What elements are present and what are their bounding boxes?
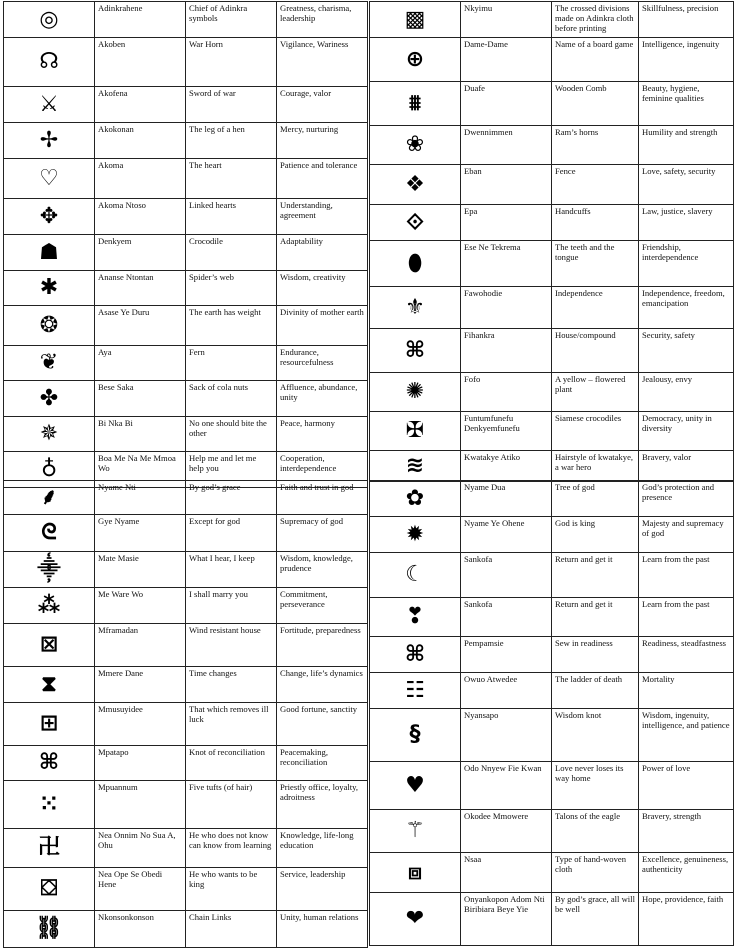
crossed-divisions-icon: ▩ bbox=[404, 6, 426, 32]
table-row bbox=[4, 667, 368, 703]
symbol-meaning: Hairstyle of kwatakye, a war hero bbox=[552, 451, 639, 482]
symbol-trait: Peace, harmony bbox=[277, 417, 368, 452]
symbol-cell bbox=[4, 746, 95, 781]
symbol-trait: Skillfulness, precision bbox=[639, 2, 734, 38]
symbol-name: Mframadan bbox=[95, 624, 186, 667]
symbol-meaning: The teeth and the tongue bbox=[552, 241, 639, 287]
symbol-trait: Cooperation, interdependence bbox=[277, 452, 368, 488]
symbol-meaning: Name of a board game bbox=[552, 38, 639, 82]
symbol-cell bbox=[4, 159, 95, 199]
symbol-meaning: Return and get it bbox=[552, 553, 639, 598]
symbol-trait: Learn from the past bbox=[639, 598, 734, 637]
table-row bbox=[370, 709, 734, 762]
symbol-name: Owuo Atwedee bbox=[461, 673, 552, 709]
symbol-cell bbox=[4, 271, 95, 306]
symbol-cell bbox=[370, 481, 461, 517]
sankofa-heart-icon: ❣ bbox=[405, 604, 425, 629]
symbol-cell bbox=[370, 412, 461, 451]
reconciliation-knot-icon: ⌘ bbox=[38, 750, 60, 775]
symbol-name: Nea Ope Se Obedi Hene bbox=[95, 868, 186, 911]
symbol-trait: Wisdom, creativity bbox=[277, 271, 368, 306]
sew-readiness-icon: ⌘ bbox=[404, 641, 426, 667]
sankofa-bird-icon: ☾ bbox=[405, 562, 425, 587]
symbol-trait: Excellence, genuineness, authenticity bbox=[639, 853, 734, 893]
symbol-name: Nkyimu bbox=[461, 2, 552, 38]
symbol-name: Fofo bbox=[461, 373, 552, 412]
hand-woven-cloth-icon: ⧈ bbox=[408, 859, 422, 885]
table-row bbox=[370, 373, 734, 412]
symbol-meaning: Spider’s web bbox=[186, 271, 277, 306]
symbol-trait: Supremacy of god bbox=[277, 515, 368, 552]
symbol-cell bbox=[4, 703, 95, 746]
symbol-trait: Readiness, steadfastness bbox=[639, 637, 734, 673]
symbol-meaning: Wooden Comb bbox=[552, 82, 639, 126]
symbol-meaning: Talons of the eagle bbox=[552, 810, 639, 853]
symbol-trait: Jealousy, envy bbox=[639, 373, 734, 412]
except-god-icon: ᘓ bbox=[41, 520, 57, 545]
symbol-cell bbox=[370, 673, 461, 709]
learning-icon: 卍 bbox=[37, 835, 60, 860]
symbol-name: Gye Nyame bbox=[95, 515, 186, 552]
symbol-meaning: Crocodile bbox=[186, 235, 277, 271]
table-row bbox=[4, 159, 368, 199]
table-row bbox=[370, 2, 734, 38]
symbol-meaning: The leg of a hen bbox=[186, 123, 277, 159]
heart-icon: ♡ bbox=[39, 165, 59, 191]
symbol-name: Bese Saka bbox=[95, 381, 186, 417]
table-row bbox=[370, 553, 734, 598]
symbol-table bbox=[3, 1, 368, 488]
quadrant-bottom-right bbox=[369, 480, 733, 946]
symbol-cell bbox=[4, 417, 95, 452]
symbol-trait: Peacemaking, reconciliation bbox=[277, 746, 368, 781]
symbol-cell bbox=[4, 381, 95, 417]
symbol-name: Nsaa bbox=[461, 853, 552, 893]
symbol-name: Dwennimmen bbox=[461, 126, 552, 165]
symbol-meaning: Sword of war bbox=[186, 87, 277, 123]
symbol-name: Akokonan bbox=[95, 123, 186, 159]
independence-icon: ⚜ bbox=[405, 294, 425, 320]
symbol-trait: Priestly office, loyalty, adroitness bbox=[277, 781, 368, 829]
symbol-trait: Understanding, agreement bbox=[277, 199, 368, 235]
table-row bbox=[4, 271, 368, 306]
symbol-name: Nyame Ye Ohene bbox=[461, 517, 552, 553]
symbol-name: Nkonsonkonson bbox=[95, 911, 186, 948]
concentric-circles-icon: ◎ bbox=[39, 6, 59, 32]
table-row bbox=[370, 165, 734, 205]
symbol-table bbox=[369, 1, 734, 482]
symbol-meaning: That which removes ill luck bbox=[186, 703, 277, 746]
fern-icon: ❦ bbox=[39, 350, 59, 375]
table-row bbox=[370, 38, 734, 82]
marry-you-icon: ⁂ bbox=[37, 592, 61, 618]
table-row bbox=[4, 746, 368, 781]
symbol-trait: Courage, valor bbox=[277, 87, 368, 123]
fence-icon: ❖ bbox=[405, 171, 425, 197]
table-row bbox=[370, 517, 734, 553]
rams-horns-icon: ❀ bbox=[405, 132, 425, 157]
symbol-meaning: I shall marry you bbox=[186, 588, 277, 624]
symbol-meaning: The heart bbox=[186, 159, 277, 199]
symbol-name: Nyansapo bbox=[461, 709, 552, 762]
symbol-name: Pempamsie bbox=[461, 637, 552, 673]
symbol-cell bbox=[370, 329, 461, 373]
earth-icon: ❂ bbox=[39, 312, 59, 338]
symbol-name: Onyankopon Adom Nti Biribiara Beye Yie bbox=[461, 893, 552, 946]
symbol-cell bbox=[4, 911, 95, 948]
symbol-name: Ese Ne Tekrema bbox=[461, 241, 552, 287]
table-row bbox=[370, 673, 734, 709]
symbol-name: Fihankra bbox=[461, 329, 552, 373]
symbol-name: Mpatapo bbox=[95, 746, 186, 781]
symbol-trait: Mortality bbox=[639, 673, 734, 709]
fofo-flower-icon: ✺ bbox=[405, 379, 425, 404]
table-row bbox=[370, 412, 734, 451]
symbol-trait: Good fortune, sanctity bbox=[277, 703, 368, 746]
table-row bbox=[370, 205, 734, 241]
help-me-icon: ♁ bbox=[40, 456, 58, 482]
symbol-meaning: Chief of Adinkra symbols bbox=[186, 2, 277, 38]
table-row bbox=[370, 810, 734, 853]
symbol-trait: Fortitude, preparedness bbox=[277, 624, 368, 667]
symbol-name: Akoma bbox=[95, 159, 186, 199]
symbol-meaning: By god’s grace, all will be well bbox=[552, 893, 639, 946]
symbol-trait: Adaptability bbox=[277, 235, 368, 271]
symbol-cell bbox=[370, 82, 461, 126]
symbol-name: Eban bbox=[461, 165, 552, 205]
symbol-meaning: Except for god bbox=[186, 515, 277, 552]
symbol-cell bbox=[4, 38, 95, 87]
symbol-cell bbox=[370, 373, 461, 412]
symbol-cell bbox=[370, 451, 461, 482]
symbol-trait: Knowledge, life-long education bbox=[277, 829, 368, 868]
table-row bbox=[370, 481, 734, 517]
symbol-cell bbox=[4, 87, 95, 123]
quadrant-top-right bbox=[369, 1, 733, 482]
symbol-cell bbox=[370, 165, 461, 205]
symbol-meaning: A yellow – flowered plant bbox=[552, 373, 639, 412]
symbol-cell bbox=[370, 241, 461, 287]
symbol-cell bbox=[4, 667, 95, 703]
symbol-cell bbox=[370, 810, 461, 853]
comb-icon: ⩩ bbox=[409, 90, 421, 116]
symbol-meaning: Help me and let me help you bbox=[186, 452, 277, 488]
symbol-trait: Service, leadership bbox=[277, 868, 368, 911]
symbol-name: Okodee Mmowere bbox=[461, 810, 552, 853]
symbol-cell bbox=[4, 481, 95, 515]
symbol-name: Dame-Dame bbox=[461, 38, 552, 82]
five-tufts-icon: ⁙ bbox=[39, 791, 59, 817]
symbol-meaning: Fern bbox=[186, 346, 277, 381]
table-row bbox=[4, 781, 368, 829]
ladder-icon: ☷ bbox=[405, 677, 425, 703]
mate-masie-icon: ⸎ bbox=[37, 556, 61, 582]
symbol-meaning: Independence bbox=[552, 287, 639, 329]
table-row bbox=[370, 329, 734, 373]
symbol-cell bbox=[4, 346, 95, 381]
table-row bbox=[370, 637, 734, 673]
symbol-trait: Bravery, strength bbox=[639, 810, 734, 853]
symbol-trait: Beauty, hygiene, feminine qualities bbox=[639, 82, 734, 126]
symbol-meaning: By god’s grace bbox=[186, 481, 277, 515]
symbol-meaning: He who wants to be king bbox=[186, 868, 277, 911]
symbol-cell bbox=[4, 552, 95, 588]
symbol-name: Ananse Ntontan bbox=[95, 271, 186, 306]
symbol-name: Asase Ye Duru bbox=[95, 306, 186, 346]
symbol-trait: Democracy, unity in diversity bbox=[639, 412, 734, 451]
time-changes-icon: ⧗ bbox=[41, 671, 57, 697]
symbol-meaning: Siamese crocodiles bbox=[552, 412, 639, 451]
symbol-cell bbox=[4, 2, 95, 38]
symbol-name: Kwatakye Atiko bbox=[461, 451, 552, 482]
symbol-name: Boa Me Na Me Mmoa Wo bbox=[95, 452, 186, 488]
crocodile-icon: ☗ bbox=[39, 239, 59, 265]
symbol-meaning: The earth has weight bbox=[186, 306, 277, 346]
symbol-meaning: Sew in readiness bbox=[552, 637, 639, 673]
symbol-trait: Hope, providence, faith bbox=[639, 893, 734, 946]
symbol-cell bbox=[370, 517, 461, 553]
table-row bbox=[4, 306, 368, 346]
symbol-meaning: Wind resistant house bbox=[186, 624, 277, 667]
symbol-trait: Greatness, charisma, leadership bbox=[277, 2, 368, 38]
table-row bbox=[4, 381, 368, 417]
symbol-trait: Endurance, resourcefulness bbox=[277, 346, 368, 381]
symbol-name: Nyame Dua bbox=[461, 481, 552, 517]
symbol-table bbox=[369, 480, 734, 946]
symbol-name: Mpuannum bbox=[95, 781, 186, 829]
hairstyle-icon: ≋ bbox=[405, 453, 425, 478]
symbol-trait: Power of love bbox=[639, 762, 734, 810]
symbol-trait: Bravery, valor bbox=[639, 451, 734, 482]
board-game-icon: ⊕ bbox=[405, 46, 425, 72]
table-row bbox=[4, 123, 368, 159]
symbol-trait: Learn from the past bbox=[639, 553, 734, 598]
symbol-trait: Security, safety bbox=[639, 329, 734, 373]
god-is-king-icon: ✹ bbox=[405, 521, 425, 547]
house-compound-icon: ⌘ bbox=[404, 337, 426, 363]
symbol-name: Sankofa bbox=[461, 598, 552, 637]
gods-grace-heart-icon: ❤ bbox=[405, 906, 425, 931]
symbol-meaning: Time changes bbox=[186, 667, 277, 703]
symbol-trait: Independence, freedom, emancipation bbox=[639, 287, 734, 329]
symbol-trait: Wisdom, knowledge, prudence bbox=[277, 552, 368, 588]
symbol-name: Mmusuyidee bbox=[95, 703, 186, 746]
symbol-cell bbox=[370, 126, 461, 165]
symbol-cell bbox=[370, 598, 461, 637]
symbol-cell bbox=[4, 624, 95, 667]
eagle-talons-icon: ⚚ bbox=[405, 818, 425, 843]
table-row bbox=[4, 2, 368, 38]
table-row bbox=[4, 481, 368, 515]
symbol-name: Nyame Nti bbox=[95, 481, 186, 515]
symbol-cell bbox=[4, 199, 95, 235]
symbol-name: Aya bbox=[95, 346, 186, 381]
table-row bbox=[370, 598, 734, 637]
symbol-cell bbox=[370, 38, 461, 82]
symbol-cell bbox=[4, 868, 95, 911]
table-row bbox=[370, 287, 734, 329]
table-row bbox=[370, 853, 734, 893]
symbol-meaning: Sack of cola nuts bbox=[186, 381, 277, 417]
symbol-meaning: Fence bbox=[552, 165, 639, 205]
symbol-trait: Love, safety, security bbox=[639, 165, 734, 205]
symbol-name: Adinkrahene bbox=[95, 2, 186, 38]
war-horn-icon: ☊ bbox=[39, 49, 59, 74]
symbol-table bbox=[3, 480, 368, 948]
symbol-meaning: God is king bbox=[552, 517, 639, 553]
symbol-trait: Unity, human relations bbox=[277, 911, 368, 948]
table-row bbox=[4, 624, 368, 667]
symbol-trait: Friendship, interdependence bbox=[639, 241, 734, 287]
wisdom-knot-icon: § bbox=[409, 722, 421, 747]
symbol-cell bbox=[4, 123, 95, 159]
quadrant-bottom-left bbox=[3, 480, 367, 948]
symbol-meaning: Linked hearts bbox=[186, 199, 277, 235]
table-row bbox=[370, 451, 734, 482]
symbol-meaning: Type of hand-woven cloth bbox=[552, 853, 639, 893]
symbol-meaning: Knot of reconciliation bbox=[186, 746, 277, 781]
symbol-cell bbox=[370, 709, 461, 762]
siamese-crocodiles-icon: ✠ bbox=[405, 418, 425, 443]
symbol-meaning: Tree of god bbox=[552, 481, 639, 517]
symbol-name: Akoben bbox=[95, 38, 186, 87]
cola-nuts-icon: ✤ bbox=[39, 385, 59, 411]
symbol-trait: Majesty and supremacy of god bbox=[639, 517, 734, 553]
symbol-meaning: Chain Links bbox=[186, 911, 277, 948]
symbol-trait: Humility and strength bbox=[639, 126, 734, 165]
table-row bbox=[370, 893, 734, 946]
symbol-trait: Vigilance, Wariness bbox=[277, 38, 368, 87]
tree-of-god-icon: ✿ bbox=[405, 485, 425, 511]
table-row bbox=[4, 38, 368, 87]
symbol-cell bbox=[370, 553, 461, 598]
symbol-trait: Commitment, perseverance bbox=[277, 588, 368, 624]
symbol-meaning: What I hear, I keep bbox=[186, 552, 277, 588]
symbol-name: Denkyem bbox=[95, 235, 186, 271]
symbol-cell bbox=[4, 306, 95, 346]
symbol-cell bbox=[370, 762, 461, 810]
table-row bbox=[4, 417, 368, 452]
wants-to-be-king-icon: ⛋ bbox=[40, 876, 58, 901]
symbol-meaning: Return and get it bbox=[552, 598, 639, 637]
table-row bbox=[370, 126, 734, 165]
symbol-trait: Wisdom, ingenuity, intelligence, and patience bbox=[639, 709, 734, 762]
symbol-trait: Divinity of mother earth bbox=[277, 306, 368, 346]
table-row bbox=[370, 241, 734, 287]
table-row bbox=[4, 235, 368, 271]
symbol-trait: Faith and trust in god bbox=[277, 481, 368, 515]
symbol-cell bbox=[370, 893, 461, 946]
table-row bbox=[370, 82, 734, 126]
symbol-name: Bi Nka Bi bbox=[95, 417, 186, 452]
symbol-meaning: Love never loses its way home bbox=[552, 762, 639, 810]
symbol-name: Fawohodie bbox=[461, 287, 552, 329]
symbol-meaning: Wisdom knot bbox=[552, 709, 639, 762]
linked-hearts-icon: ✥ bbox=[39, 203, 59, 229]
symbol-meaning: War Horn bbox=[186, 38, 277, 87]
table-row bbox=[4, 346, 368, 381]
table-row bbox=[370, 762, 734, 810]
spider-web-icon: ✱ bbox=[39, 275, 59, 300]
symbol-cell bbox=[370, 637, 461, 673]
handcuffs-icon: ⟐ bbox=[406, 209, 424, 235]
chain-links-icon: ⛓ bbox=[35, 916, 63, 941]
symbol-meaning: Five tufts (of hair) bbox=[186, 781, 277, 829]
love-never-loses-icon: ♥ bbox=[405, 772, 425, 798]
table-row bbox=[4, 703, 368, 746]
gods-grace-icon: ⸙ bbox=[40, 484, 58, 510]
quadrant-top-left bbox=[3, 1, 367, 488]
symbol-meaning: Handcuffs bbox=[552, 205, 639, 241]
symbol-name: Akofena bbox=[95, 87, 186, 123]
table-row bbox=[4, 552, 368, 588]
symbol-meaning: He who does not know can know from learning bbox=[186, 829, 277, 868]
symbol-cell bbox=[370, 287, 461, 329]
crossed-swords-icon: ⚔ bbox=[39, 91, 59, 117]
table-row bbox=[4, 829, 368, 868]
symbol-name: Duafe bbox=[461, 82, 552, 126]
table-row bbox=[4, 199, 368, 235]
symbol-cell bbox=[4, 781, 95, 829]
symbol-name: Me Ware Wo bbox=[95, 588, 186, 624]
symbol-name: Epa bbox=[461, 205, 552, 241]
symbol-name: Mmere Dane bbox=[95, 667, 186, 703]
table-row bbox=[4, 87, 368, 123]
symbol-name: Sankofa bbox=[461, 553, 552, 598]
symbol-trait: Intelligence, ingenuity bbox=[639, 38, 734, 82]
symbol-trait: God’s protection and presence bbox=[639, 481, 734, 517]
symbol-name: Akoma Ntoso bbox=[95, 199, 186, 235]
table-row bbox=[4, 515, 368, 552]
symbol-cell bbox=[370, 205, 461, 241]
symbol-meaning: Ram’s horns bbox=[552, 126, 639, 165]
symbol-name: Mate Masie bbox=[95, 552, 186, 588]
symbol-trait: Law, justice, slavery bbox=[639, 205, 734, 241]
symbol-cell bbox=[4, 235, 95, 271]
symbol-meaning: The crossed divisions made on Adinkra cloth before printing bbox=[552, 2, 639, 38]
symbol-trait: Patience and tolerance bbox=[277, 159, 368, 199]
symbol-trait: Mercy, nurturing bbox=[277, 123, 368, 159]
removes-ill-luck-icon: ⊞ bbox=[39, 711, 59, 736]
symbol-cell bbox=[4, 588, 95, 624]
symbol-cell bbox=[370, 2, 461, 38]
symbol-meaning: House/compound bbox=[552, 329, 639, 373]
symbol-name: Odo Nnyew Fie Kwan bbox=[461, 762, 552, 810]
symbol-meaning: No one should bite the other bbox=[186, 417, 277, 452]
teeth-tongue-icon: ⬮ bbox=[408, 250, 422, 276]
table-row bbox=[4, 588, 368, 624]
symbol-cell bbox=[4, 515, 95, 552]
table-row bbox=[4, 868, 368, 911]
symbol-trait: Change, life’s dynamics bbox=[277, 667, 368, 703]
symbol-cell bbox=[370, 853, 461, 893]
table-row bbox=[4, 911, 368, 948]
symbol-trait: Affluence, abundance, unity bbox=[277, 381, 368, 417]
symbol-name: Nea Onnim No Sua A, Ohu bbox=[95, 829, 186, 868]
symbol-cell bbox=[4, 829, 95, 868]
bite-icon: ✵ bbox=[39, 421, 59, 446]
hen-leg-icon: ✢ bbox=[39, 127, 59, 153]
symbol-meaning: The ladder of death bbox=[552, 673, 639, 709]
symbol-name: Funtumfunefu Denkyemfunefu bbox=[461, 412, 552, 451]
wind-resistant-house-icon: ⊠ bbox=[39, 632, 59, 657]
